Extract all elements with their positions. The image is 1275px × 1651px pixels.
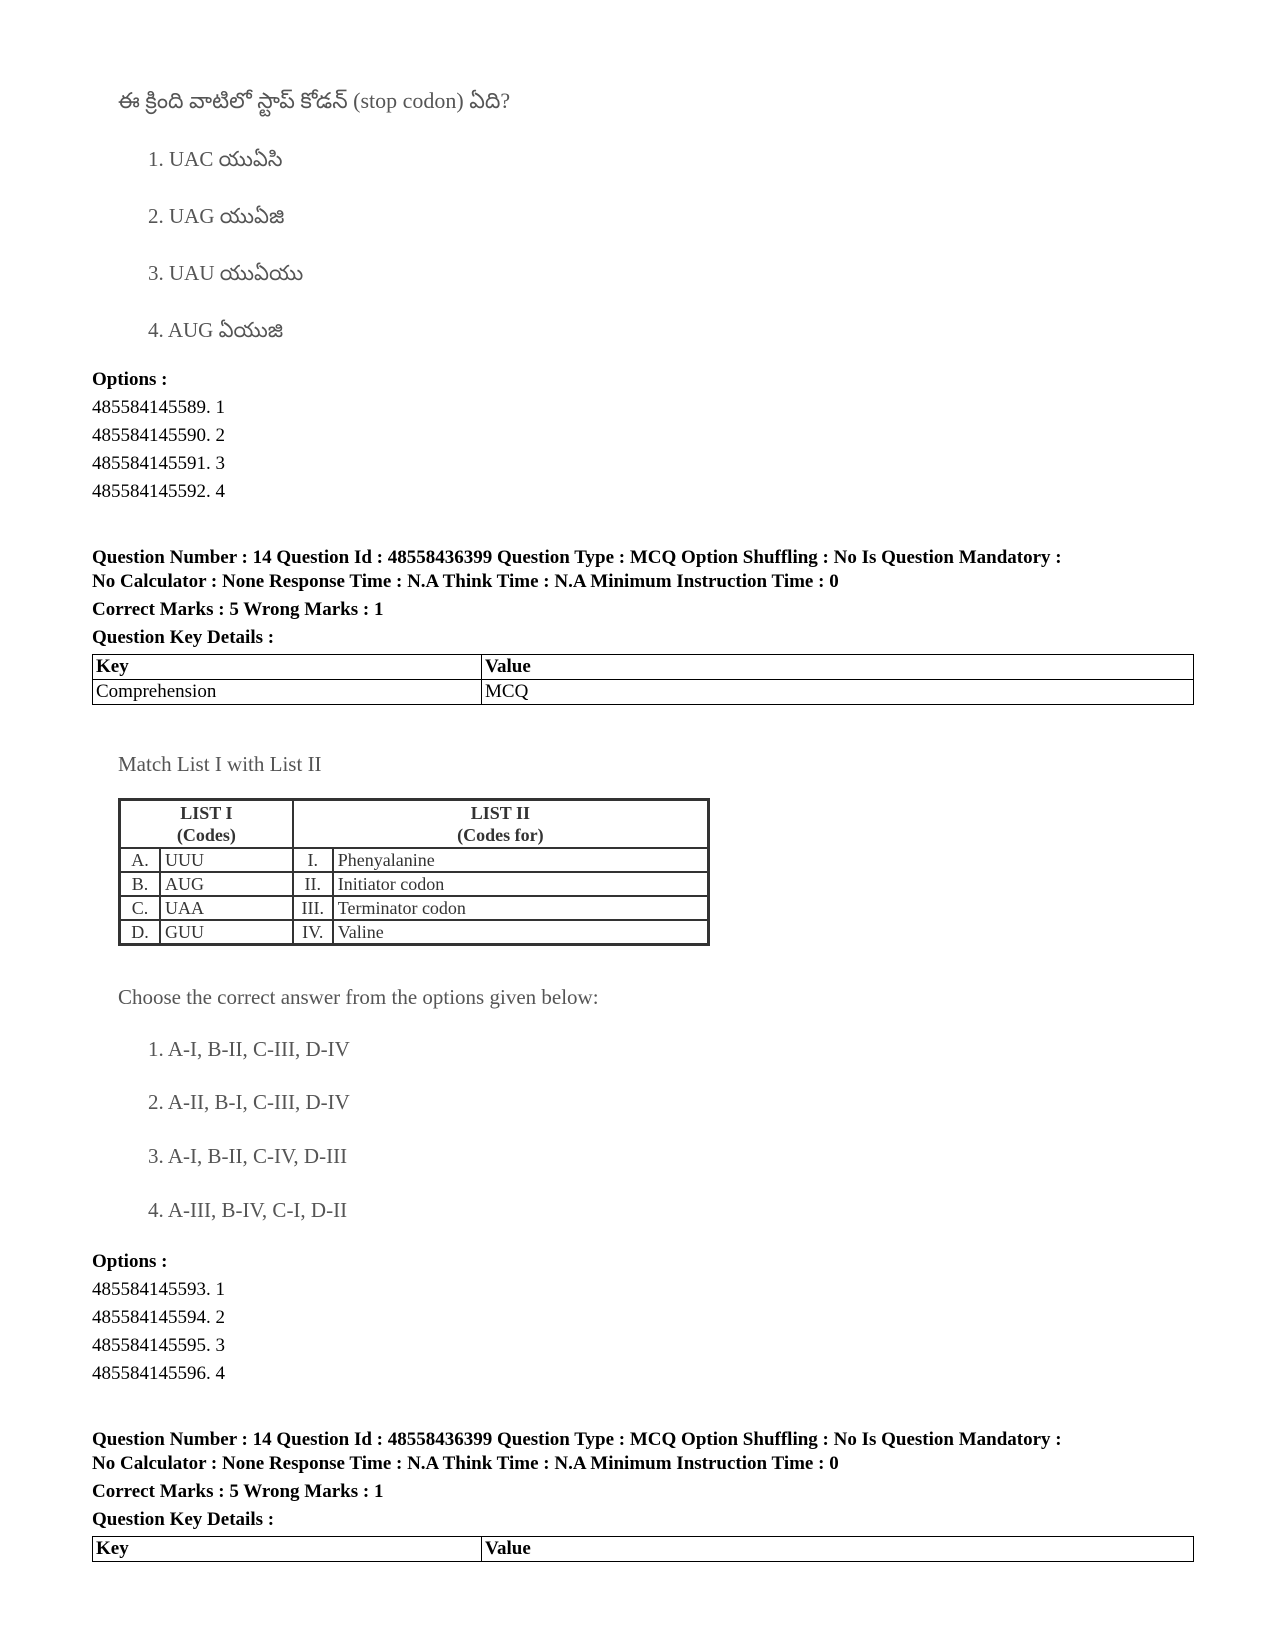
question-meta-line-1: Question Number : 14 Question Id : 48558436399 Question Type : MCQ Option Shuffling : No Is Question Mandatory : [92, 547, 1062, 568]
match-row [120, 896, 709, 920]
question-meta-line-2: No Calculator : None Response Time : N.A Think Time : N.A Minimum Instruction Time : 0 [92, 1453, 839, 1474]
choice-3: 3. UAU యుఏయు [148, 261, 304, 285]
key-details-label: Question Key Details : [92, 1509, 275, 1530]
match-row [120, 872, 709, 896]
match-title: Match List I with List II [118, 752, 322, 776]
list2-meaning: Initiator codon [333, 872, 709, 896]
option-id-3: 485584145591. 3 [92, 453, 225, 474]
key-cell: Comprehension [93, 680, 482, 705]
marks-line: Correct Marks : 5 Wrong Marks : 1 [92, 1481, 384, 1502]
marks-line: Correct Marks : 5 Wrong Marks : 1 [92, 599, 384, 620]
key-details-label: Question Key Details : [92, 627, 275, 648]
list1-code: AUG [160, 872, 293, 896]
option-id-1: 485584145593. 1 [92, 1279, 225, 1300]
key-header: Key [93, 1537, 482, 1562]
list2-numeral: III. [293, 896, 333, 920]
question-meta-line-2: No Calculator : None Response Time : N.A Think Time : N.A Minimum Instruction Time : 0 [92, 571, 839, 592]
list2-meaning: Phenyalanine [333, 848, 709, 872]
choice-2: 2. A-II, B-I, C-III, D-IV [148, 1090, 350, 1114]
list2-header [293, 800, 709, 849]
choice-1: 1. UAC యుఏసి [148, 147, 283, 171]
option-id-2: 485584145594. 2 [92, 1307, 225, 1328]
table-header-row [93, 655, 1194, 680]
list1-code: UAA [160, 896, 293, 920]
list1-letter: B. [120, 872, 161, 896]
option-id-3: 485584145595. 3 [92, 1335, 225, 1356]
option-id-4: 485584145592. 4 [92, 481, 225, 502]
match-header-row [120, 800, 709, 849]
choice-3: 3. A-I, B-II, C-IV, D-III [148, 1144, 348, 1168]
list1-letter: A. [120, 848, 161, 872]
list2-numeral: IV. [293, 920, 333, 945]
match-row [120, 920, 709, 945]
list1-letter: C. [120, 896, 161, 920]
list2-subtitle: (Codes for) [457, 825, 544, 845]
choice-1: 1. A-I, B-II, C-III, D-IV [148, 1037, 350, 1061]
value-header: Value [482, 655, 1194, 680]
list1-code: GUU [160, 920, 293, 945]
key-header: Key [93, 655, 482, 680]
options-label: Options : [92, 1251, 168, 1272]
key-details-table [92, 654, 1194, 705]
option-id-4: 485584145596. 4 [92, 1363, 225, 1384]
value-cell: MCQ [482, 680, 1194, 705]
question-header [92, 546, 1192, 705]
list1-letter: D. [120, 920, 161, 945]
option-id-1: 485584145589. 1 [92, 397, 225, 418]
list1-code: UUU [160, 848, 293, 872]
list2-title: LIST II [470, 803, 530, 823]
list2-meaning: Terminator codon [333, 896, 709, 920]
key-details-table [92, 1536, 1194, 1562]
choice-4: 4. AUG ఏయుజి [148, 318, 284, 342]
options-section [92, 368, 1192, 506]
choice-4: 4. A-III, B-IV, C-I, D-II [148, 1198, 348, 1222]
instruction-text: Choose the correct answer from the options given below: [118, 985, 599, 1009]
match-table [118, 798, 710, 946]
options-section [92, 1250, 1192, 1388]
list1-title: LIST I [180, 803, 233, 823]
question-meta-line-1: Question Number : 14 Question Id : 48558436399 Question Type : MCQ Option Shuffling : No Is Question Mandatory : [92, 1429, 1062, 1450]
table-header-row [93, 1537, 1194, 1562]
option-id-2: 485584145590. 2 [92, 425, 225, 446]
choice-2: 2. UAG యుఏజి [148, 204, 285, 228]
list2-numeral: I. [293, 848, 333, 872]
question-text: ఈ క్రింది వాటిలో స్టాప్ కోడన్ (stop codon) ఏది? [118, 88, 511, 113]
options-label: Options : [92, 369, 168, 390]
list1-header [120, 800, 293, 849]
match-row [120, 848, 709, 872]
value-header: Value [482, 1537, 1194, 1562]
list1-subtitle: (Codes) [176, 825, 236, 845]
table-row [93, 680, 1194, 705]
list2-numeral: II. [293, 872, 333, 896]
list2-meaning: Valine [333, 920, 709, 945]
question-header [92, 1428, 1192, 1562]
